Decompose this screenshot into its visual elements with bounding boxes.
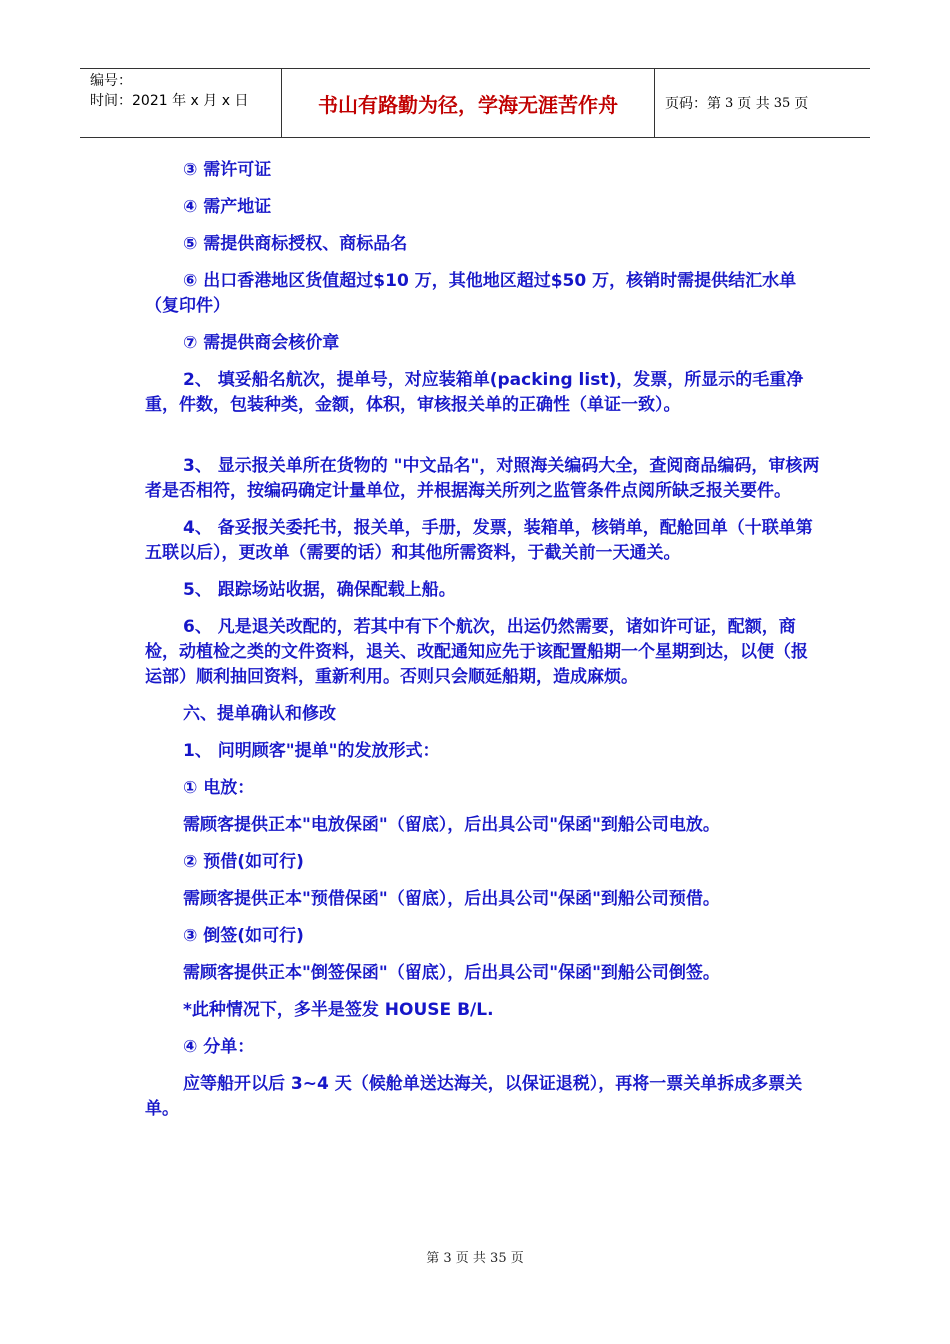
header-page-cell	[655, 69, 870, 137]
paragraph: 需顾客提供正本"预借保函"（留底），后出具公司"保函"到船公司预借。	[183, 889, 720, 909]
list-item: ⑤ 需提供商标授权、商标品名	[183, 234, 408, 254]
page-label: 页码：第	[665, 96, 721, 112]
section-heading: 六、提单确认和修改	[183, 704, 336, 724]
header-motto-cell	[282, 69, 655, 137]
paragraph: 需顾客提供正本"电放保函"（留底），后出具公司"保函"到船公司电放。	[183, 815, 720, 835]
list-item: ⑥ 出口香港地区货值超过$10 万，其他地区超过$50 万，核销时需提供结汇水单（复印件）	[145, 271, 797, 316]
document-number-label: 编号：	[90, 73, 132, 89]
list-item: ④ 分单：	[183, 1037, 255, 1057]
list-item: ② 预借(如可行)	[183, 852, 304, 872]
list-item: ⑦ 需提供商会核价章	[183, 333, 340, 353]
document-date: 时间：2021 年 x 月 x 日	[90, 93, 249, 109]
paragraph: 2、 填妥船名航次，提单号，对应装箱单(packing list)，发票，所显示的毛重净重，件数，包装种类，金额，体积，审核报关单的正确性（单证一致）。	[145, 370, 804, 415]
document-header	[80, 68, 870, 138]
paragraph: 5、 跟踪场站收据，确保配载上船。	[183, 580, 456, 600]
page-total: 35	[773, 95, 791, 111]
header-motto: 书山有路勤为径，学海无涯苦作舟	[318, 92, 618, 117]
paragraph: 3、 显示报关单所在货物的 "中文品名"，对照海关编码大全，查阅商品编码，审核两者是否相符，按编码确定计量单位，并根据海关所列之监管条件点阅所缺乏报关要件。	[145, 456, 820, 501]
page-number: 3	[725, 95, 734, 111]
paragraph: 需顾客提供正本"倒签保函"（留底），后出具公司"保函"到船公司倒签。	[183, 963, 720, 983]
header-meta-cell	[80, 69, 282, 137]
list-item: ③ 需许可证	[183, 160, 272, 180]
list-item: ① 电放：	[183, 778, 255, 798]
page-end: 页	[794, 96, 809, 112]
paragraph: 应等船开以后 3~4 天（候舱单送达海关，以保证退税），再将一票关单拆成多票关单。	[145, 1074, 803, 1119]
list-item: ③ 倒签(如可行)	[183, 926, 304, 946]
list-item: ④ 需产地证	[183, 197, 272, 217]
document-body	[145, 158, 820, 1134]
note: *此种情况下，多半是签发 HOUSE B/L.	[183, 1000, 494, 1020]
page-footer: 第 3 页 共 35 页	[426, 1251, 524, 1266]
page-mid: 页 共	[737, 96, 770, 112]
paragraph: 1、 问明顾客"提单"的发放形式：	[183, 741, 440, 761]
paragraph: 6、 凡是退关改配的，若其中有下个航次，出运仍然需要，诸如许可证，配额，商检，动植检之类的文件资料，退关、改配通知应先于该配置船期一个星期到达，以便（报运部）顺利抽回资料，重新利用。否则只会顺延船期，造成麻烦。	[145, 617, 808, 687]
paragraph: 4、 备妥报关委托书，报关单，手册，发票，装箱单，核销单，配舱回单（十联单第五联以后），更改单（需要的话）和其他所需资料，于截关前一天通关。	[145, 518, 813, 563]
